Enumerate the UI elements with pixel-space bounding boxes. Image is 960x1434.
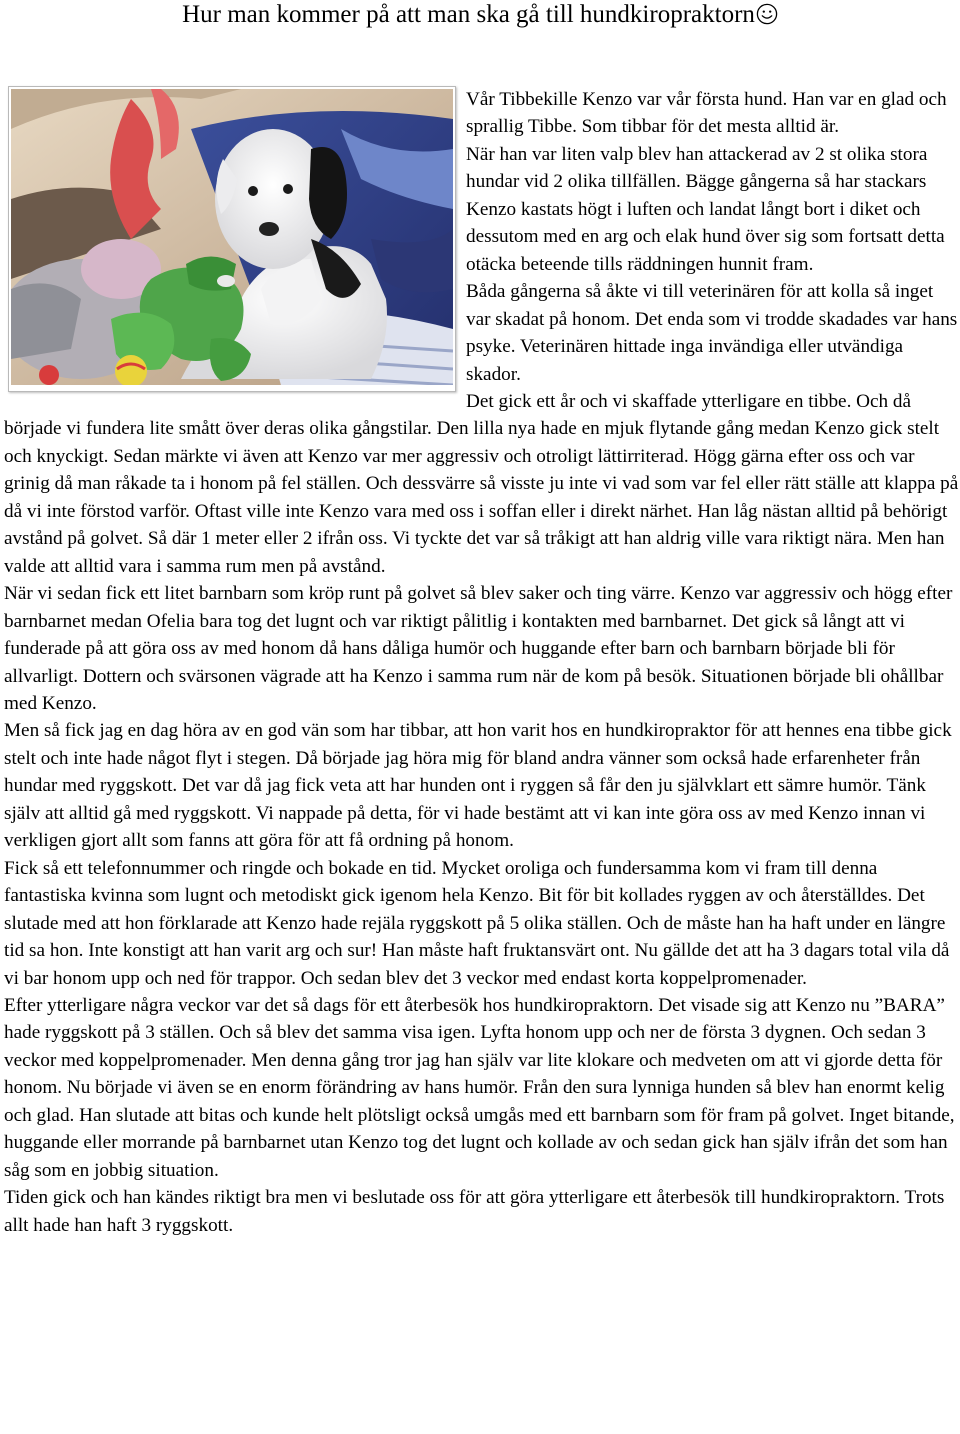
paragraph: Tiden gick och han kändes riktigt bra men vi beslutade oss för att göra ytterligare ett återbesök till hundkiropraktorn. Trots allt hade han haft 3 ryggskott.	[4, 1187, 945, 1236]
paragraph: Men så fick jag en dag höra av en god vän som har tibbar, att hon varit hos en hundkiropraktor för att hennes ena tibbe gick stelt och inte hade något flyt i stegen. Då började jag höra mig för bland andra vänner som också hade erfarenheter från hundar med ryggskott. Det var då jag fick veta att har hunden ont i ryggen så får den ju självklart ett sämre humör. Tänk själv att alltid gå med ryggskott. Vi nappade på detta, för vi hade bestämt att vi kan inte göra oss av med Kenzo innan vi verkligen gjort allt som fanns att göra för att få ordning på honom.	[4, 720, 952, 852]
paragraph: Fick så ett telefonnummer och ringde och bokade en tid. Mycket oroliga och fundersamma kom vi fram till denna fantastiska kvinna som lugnt och metodiskt gick igenom hela Kenzo. Bit för bit kollades ryggen av och återställdes. Det slutade med att hon förklarade att Kenzo hade rejäla ryggskott på 5 olika ställen. Och de måste han ha haft under en längre tid sa hon. Inte konstigt att han varit arg och sur! Han måste haft fruktansvärt ont. Nu gällde det att ha 3 dagars total vila då vi bar honom upp och ned för trappor. Och sedan blev det 3 veckor med endast korta koppelpromenader.	[4, 857, 950, 989]
paragraph: Det gick ett år och vi skaffade ytterligare en tibbe. Och då började vi fundera lite smått över deras olika gångstilar. Den lilla nya hade en mjuk flytande gång medan Kenzo gick stelt och knyckigt. Sedan märkte vi även att Kenzo var mer aggressiv och otroligt lättirriterad. Högg gärna efter oss och var grinig då man råkade ta i honom på fel ställen. Och dessvärre så visste ju inte vi vad som var fel eller rätt ställe att klappa på då vi inte förstod varför. Oftast ville inte Kenzo vara med oss i soffan eller i direkt närhet. Han låg nästan alltid på behörigt avstånd på golvet. Så där 1 meter eller 2 ifrån oss. Vi tyckte det var så tråkigt att han aldrig ville vara riktigt nära. Men han valde att alltid vara i samma rum men på avstånd.	[4, 390, 959, 577]
title-text: Hur man kommer på att man ska gå till hundkiropraktorn	[182, 1, 755, 28]
dog-photo-image	[11, 89, 453, 385]
document-body	[4, 86, 960, 1239]
paragraph: Efter ytterligare några veckor var det så dags för ett återbesök hos hundkiropraktorn. Det visade sig att Kenzo nu ”BARA” hade ryggskott på 3 ställen. Och så blev det samma visa igen. Lyfta honom upp och ner de första 3 dygnen. Och sedan 3 veckor med koppelpromenader. Men denna gång tror jag han själv var lite klokare och medveten om att vi gjorde detta för honom. Nu började vi även se en enorm förändring av hans humör. Från den sura lynniga hunden så blev han enormt kelig och glad. Han slutade att bitas och kunde helt plötsligt också umgås med ett barnbarn som för fram på golvet. Inget bitande, huggande eller morrande på barnbarnet utan Kenzo tog det lugnt och kollade av och sedan gick han själv ifrån det som han såg som en jobbig situation.	[4, 994, 955, 1181]
dog-photo	[8, 86, 456, 392]
paragraph: När han var liten valp blev han attackerad av 2 st olika stora hundar vid 2 olika tillfällen. Bägge gångerna så har stackars Kenzo kastats högt i luften och landat långt bort i diket och dessutom med en arg och elak hund över sig som fortsatt detta otäcka beteende tills räddningen hunnit fram.	[466, 143, 945, 275]
document-title	[0, 0, 960, 30]
paragraph: När vi sedan fick ett litet barnbarn som kröp runt på golvet så blev saker och ting värre. Kenzo var aggressiv och högg efter barnbarnet medan Ofelia bara tog det lugnt och var riktigt pålitlig i kontakten med barnbarnet. Det gick så långt att vi funderade på att göra oss av med honom då hans dåliga humör och huggande efter barn och barnbarn började bli för allvarligt. Dottern och svärsonen vägrade att ha Kenzo i samma rum när de kom på besök. Situationen började bli ohållbar med Kenzo.	[4, 583, 953, 714]
paragraph: Vår Tibbekille Kenzo var vår första hund. Han var en glad och sprallig Tibbe. Som tibbar för det mesta alltid är.	[466, 89, 947, 138]
smiley-icon	[756, 3, 778, 25]
paragraph: Båda gångerna så åkte vi till veterinären för att kolla så inget var skadat på honom. Det enda som vi trodde skadades var hans psyke. Veterinären hittade inga invändiga eller utvändiga skador.	[466, 281, 958, 385]
